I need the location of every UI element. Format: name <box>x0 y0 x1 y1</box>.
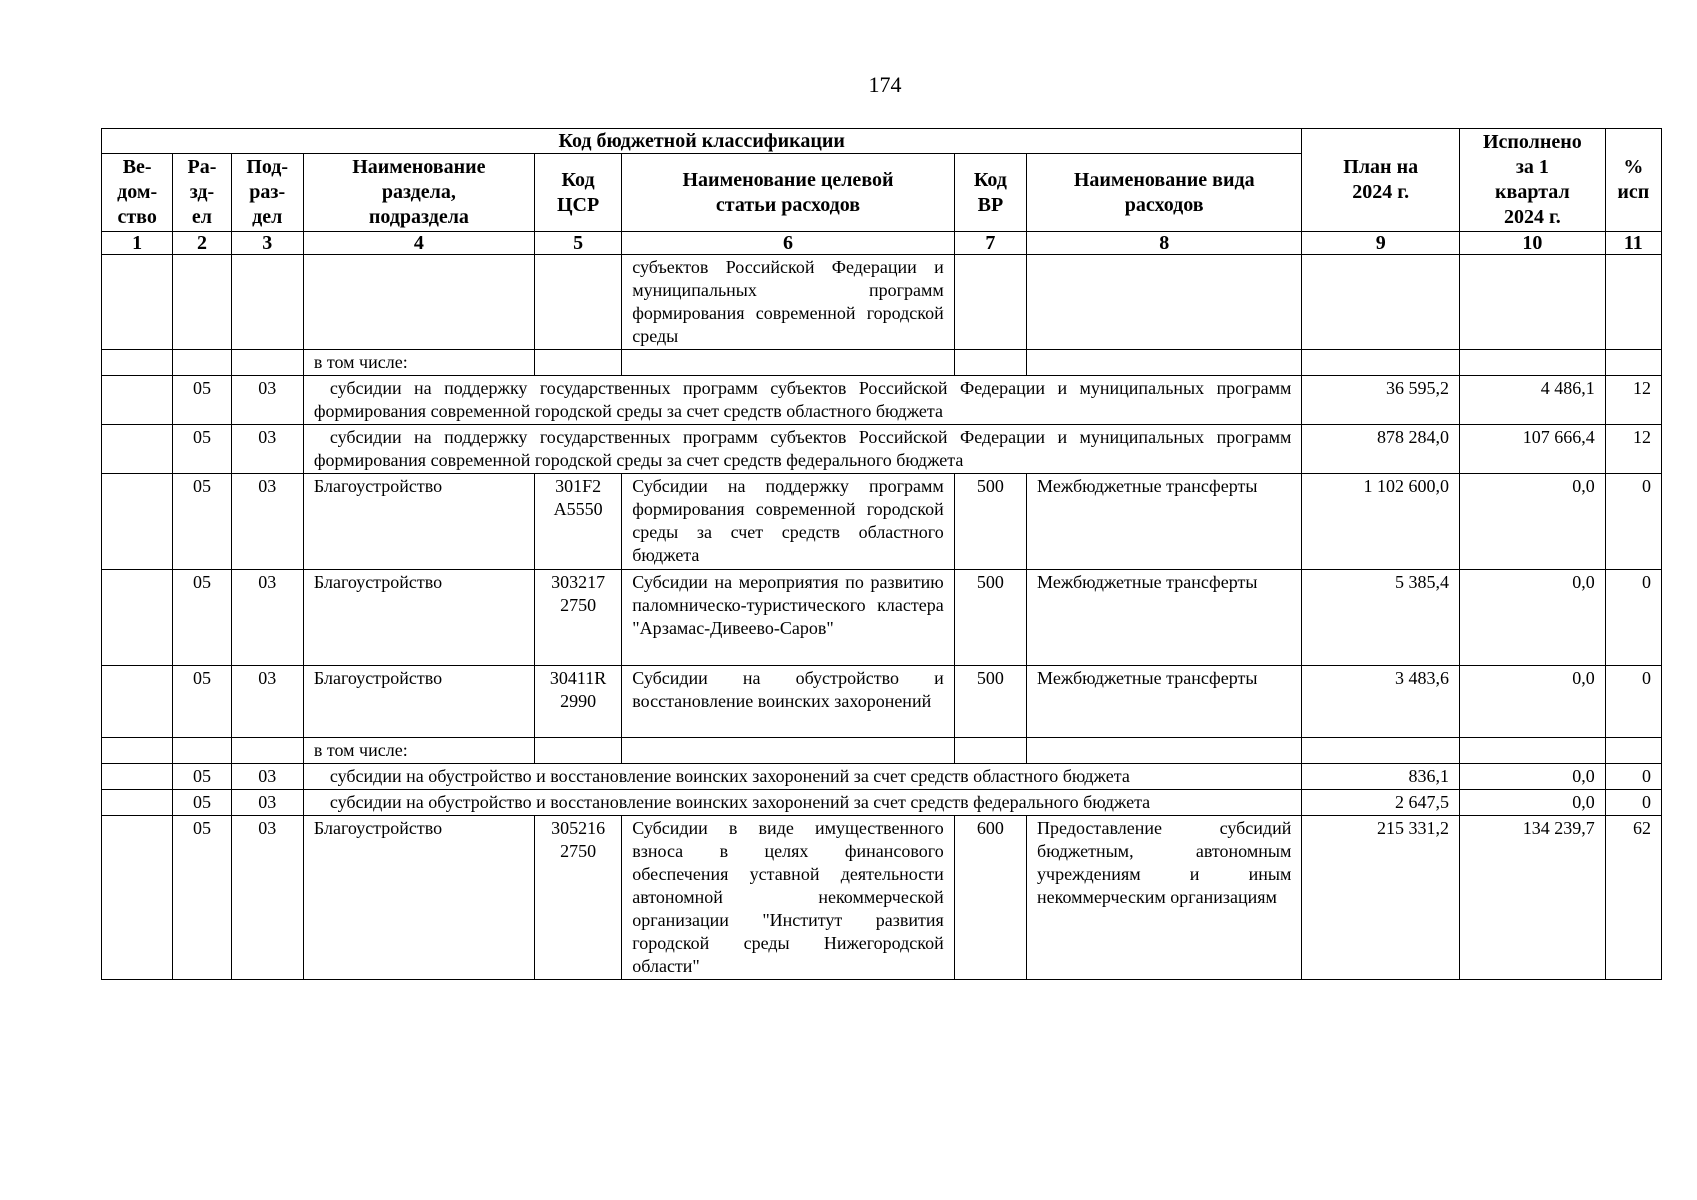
cell-vr-code: 500 <box>954 570 1026 666</box>
cell-vedomstvo <box>102 255 173 350</box>
cell-podrazdel <box>231 738 303 764</box>
cell-target-name: Субсидии на обустройство и восстановление воинских захоронений <box>622 666 954 738</box>
cell-razdel: 05 <box>173 570 231 666</box>
header-numbers-row <box>102 232 1662 255</box>
column-number: 10 <box>1460 232 1606 255</box>
cell-vedomstvo <box>102 376 173 425</box>
cell-vedomstvo <box>102 816 173 980</box>
header-col-9: План на 2024 г. <box>1302 129 1460 232</box>
cell-plan-2024: 215 331,2 <box>1302 816 1460 980</box>
cell-razdel: 05 <box>173 425 231 474</box>
cell-podrazdel: 03 <box>231 816 303 980</box>
header-col-6: Наименование целевой статьи расходов <box>622 154 954 232</box>
cell-percent: 62 <box>1605 816 1661 980</box>
table-row <box>102 738 1662 764</box>
budget-table <box>101 128 1662 980</box>
column-number: 9 <box>1302 232 1460 255</box>
cell-percent <box>1605 738 1661 764</box>
cell-section-name: Благоустройство <box>303 474 534 570</box>
cell-csr-code: 301F2 A5550 <box>534 474 621 570</box>
cell-done-q1: 0,0 <box>1460 764 1606 790</box>
cell-csr-code <box>534 350 621 376</box>
table-row <box>102 570 1662 666</box>
cell-vedomstvo <box>102 666 173 738</box>
table-row <box>102 376 1662 425</box>
cell-plan-2024: 5 385,4 <box>1302 570 1460 666</box>
cell-vr-code <box>954 255 1026 350</box>
cell-csr-code <box>534 738 621 764</box>
column-number: 4 <box>303 232 534 255</box>
cell-target-name: Субсидии в виде имущественного взноса в целях финансового обеспечения уставной деятельности автономной некоммерческой организации "Институт развития городской среды Нижегородской области" <box>622 816 954 980</box>
cell-subsidy-description: субсидии на поддержку государственных программ субъектов Российской Федерации и муниципальных программ формирования современной городской среды за счет средств областного бюджета <box>303 376 1301 425</box>
cell-csr-code: 30411R 2990 <box>534 666 621 738</box>
cell-razdel: 05 <box>173 666 231 738</box>
cell-done-q1: 0,0 <box>1460 570 1606 666</box>
cell-vedomstvo <box>102 425 173 474</box>
cell-percent: 12 <box>1605 376 1661 425</box>
cell-vedomstvo <box>102 570 173 666</box>
column-number: 7 <box>954 232 1026 255</box>
table-row <box>102 816 1662 980</box>
cell-percent: 12 <box>1605 425 1661 474</box>
cell-podrazdel: 03 <box>231 376 303 425</box>
header-group-row <box>102 129 1662 154</box>
cell-vedomstvo <box>102 474 173 570</box>
cell-csr-code: 305216 2750 <box>534 816 621 980</box>
cell-percent: 0 <box>1605 474 1661 570</box>
header-col-8: Наименование вида расходов <box>1027 154 1302 232</box>
cell-plan-2024: 1 102 600,0 <box>1302 474 1460 570</box>
header-col-1: Ве- дом- ство <box>102 154 173 232</box>
cell-percent: 0 <box>1605 666 1661 738</box>
cell-done-q1: 4 486,1 <box>1460 376 1606 425</box>
cell-plan-2024: 36 595,2 <box>1302 376 1460 425</box>
cell-razdel <box>173 255 231 350</box>
cell-done-q1: 107 666,4 <box>1460 425 1606 474</box>
page-number: 174 <box>868 72 902 97</box>
cell-plan-2024 <box>1302 738 1460 764</box>
cell-done-q1: 0,0 <box>1460 666 1606 738</box>
cell-vedomstvo <box>102 790 173 816</box>
cell-subsidy-description: субсидии на обустройство и восстановление воинских захоронений за счет средств областного бюджета <box>303 764 1301 790</box>
cell-expense-kind: Предоставление субсидий бюджетным, автономным учреждениям и иным некоммерческим организациям <box>1027 816 1302 980</box>
cell-razdel: 05 <box>173 474 231 570</box>
column-number: 2 <box>173 232 231 255</box>
cell-percent: 0 <box>1605 764 1661 790</box>
cell-vr-code: 600 <box>954 816 1026 980</box>
header-col-11: % исп <box>1605 129 1661 232</box>
cell-section-name: Благоустройство <box>303 666 534 738</box>
cell-csr-code <box>534 255 621 350</box>
cell-target-name: субъектов Российской Федерации и муниципальных программ формирования современной городской среды <box>622 255 954 350</box>
cell-target-name: Субсидии на мероприятия по развитию паломническо-туристического кластера "Арзамас-Дивеево-Саров" <box>622 570 954 666</box>
table-row <box>102 666 1662 738</box>
cell-section-name: Благоустройство <box>303 570 534 666</box>
cell-done-q1: 0,0 <box>1460 790 1606 816</box>
table-row <box>102 350 1662 376</box>
cell-plan-2024 <box>1302 350 1460 376</box>
table-body <box>102 255 1662 980</box>
cell-razdel: 05 <box>173 764 231 790</box>
cell-plan-2024: 836,1 <box>1302 764 1460 790</box>
cell-vedomstvo <box>102 738 173 764</box>
header-col-3: Под- раз- дел <box>231 154 303 232</box>
cell-razdel: 05 <box>173 376 231 425</box>
cell-expense-kind <box>1027 350 1302 376</box>
cell-section-name: в том числе: <box>303 738 534 764</box>
header-col-4: Наименование раздела, подраздела <box>303 154 534 232</box>
column-number: 5 <box>534 232 621 255</box>
table-row <box>102 790 1662 816</box>
table-header <box>102 129 1662 255</box>
cell-done-q1 <box>1460 738 1606 764</box>
cell-plan-2024 <box>1302 255 1460 350</box>
cell-percent <box>1605 255 1661 350</box>
cell-plan-2024: 3 483,6 <box>1302 666 1460 738</box>
cell-target-name <box>622 738 954 764</box>
cell-plan-2024: 878 284,0 <box>1302 425 1460 474</box>
cell-csr-code: 303217 2750 <box>534 570 621 666</box>
table-row <box>102 425 1662 474</box>
column-number: 6 <box>622 232 954 255</box>
cell-percent: 0 <box>1605 790 1661 816</box>
cell-podrazdel: 03 <box>231 425 303 474</box>
table-row <box>102 474 1662 570</box>
cell-razdel <box>173 738 231 764</box>
cell-done-q1: 134 239,7 <box>1460 816 1606 980</box>
header-col-10: Исполнено за 1 квартал 2024 г. <box>1460 129 1606 232</box>
cell-section-name: в том числе: <box>303 350 534 376</box>
cell-podrazdel: 03 <box>231 666 303 738</box>
column-number: 3 <box>231 232 303 255</box>
cell-podrazdel: 03 <box>231 474 303 570</box>
cell-done-q1 <box>1460 350 1606 376</box>
cell-target-name: Субсидии на поддержку программ формирования современной городской среды за счет средств областного бюджета <box>622 474 954 570</box>
cell-plan-2024: 2 647,5 <box>1302 790 1460 816</box>
column-number: 11 <box>1605 232 1661 255</box>
header-group-title: Код бюджетной классификации <box>102 129 1302 154</box>
header-col-2: Ра- зд- ел <box>173 154 231 232</box>
cell-section-name <box>303 255 534 350</box>
cell-done-q1 <box>1460 255 1606 350</box>
table-row <box>102 255 1662 350</box>
cell-podrazdel: 03 <box>231 570 303 666</box>
cell-expense-kind: Межбюджетные трансферты <box>1027 474 1302 570</box>
cell-podrazdel <box>231 255 303 350</box>
cell-podrazdel: 03 <box>231 790 303 816</box>
cell-vr-code <box>954 350 1026 376</box>
cell-percent <box>1605 350 1661 376</box>
cell-razdel: 05 <box>173 816 231 980</box>
cell-razdel: 05 <box>173 790 231 816</box>
cell-vr-code <box>954 738 1026 764</box>
cell-expense-kind <box>1027 255 1302 350</box>
cell-podrazdel: 03 <box>231 764 303 790</box>
cell-subsidy-description: субсидии на обустройство и восстановление воинских захоронений за счет средств федерального бюджета <box>303 790 1301 816</box>
cell-vedomstvo <box>102 764 173 790</box>
cell-podrazdel <box>231 350 303 376</box>
cell-done-q1: 0,0 <box>1460 474 1606 570</box>
cell-vr-code: 500 <box>954 666 1026 738</box>
cell-section-name: Благоустройство <box>303 816 534 980</box>
cell-razdel <box>173 350 231 376</box>
cell-subsidy-description: субсидии на поддержку государственных программ субъектов Российской Федерации и муниципальных программ формирования современной городской среды за счет средств федерального бюджета <box>303 425 1301 474</box>
cell-vedomstvo <box>102 350 173 376</box>
column-number: 1 <box>102 232 173 255</box>
cell-percent: 0 <box>1605 570 1661 666</box>
column-number: 8 <box>1027 232 1302 255</box>
table-row <box>102 764 1662 790</box>
cell-target-name <box>622 350 954 376</box>
cell-expense-kind <box>1027 738 1302 764</box>
cell-vr-code: 500 <box>954 474 1026 570</box>
cell-expense-kind: Межбюджетные трансферты <box>1027 666 1302 738</box>
header-col-5: Код ЦСР <box>534 154 621 232</box>
cell-expense-kind: Межбюджетные трансферты <box>1027 570 1302 666</box>
header-col-7: Код ВР <box>954 154 1026 232</box>
